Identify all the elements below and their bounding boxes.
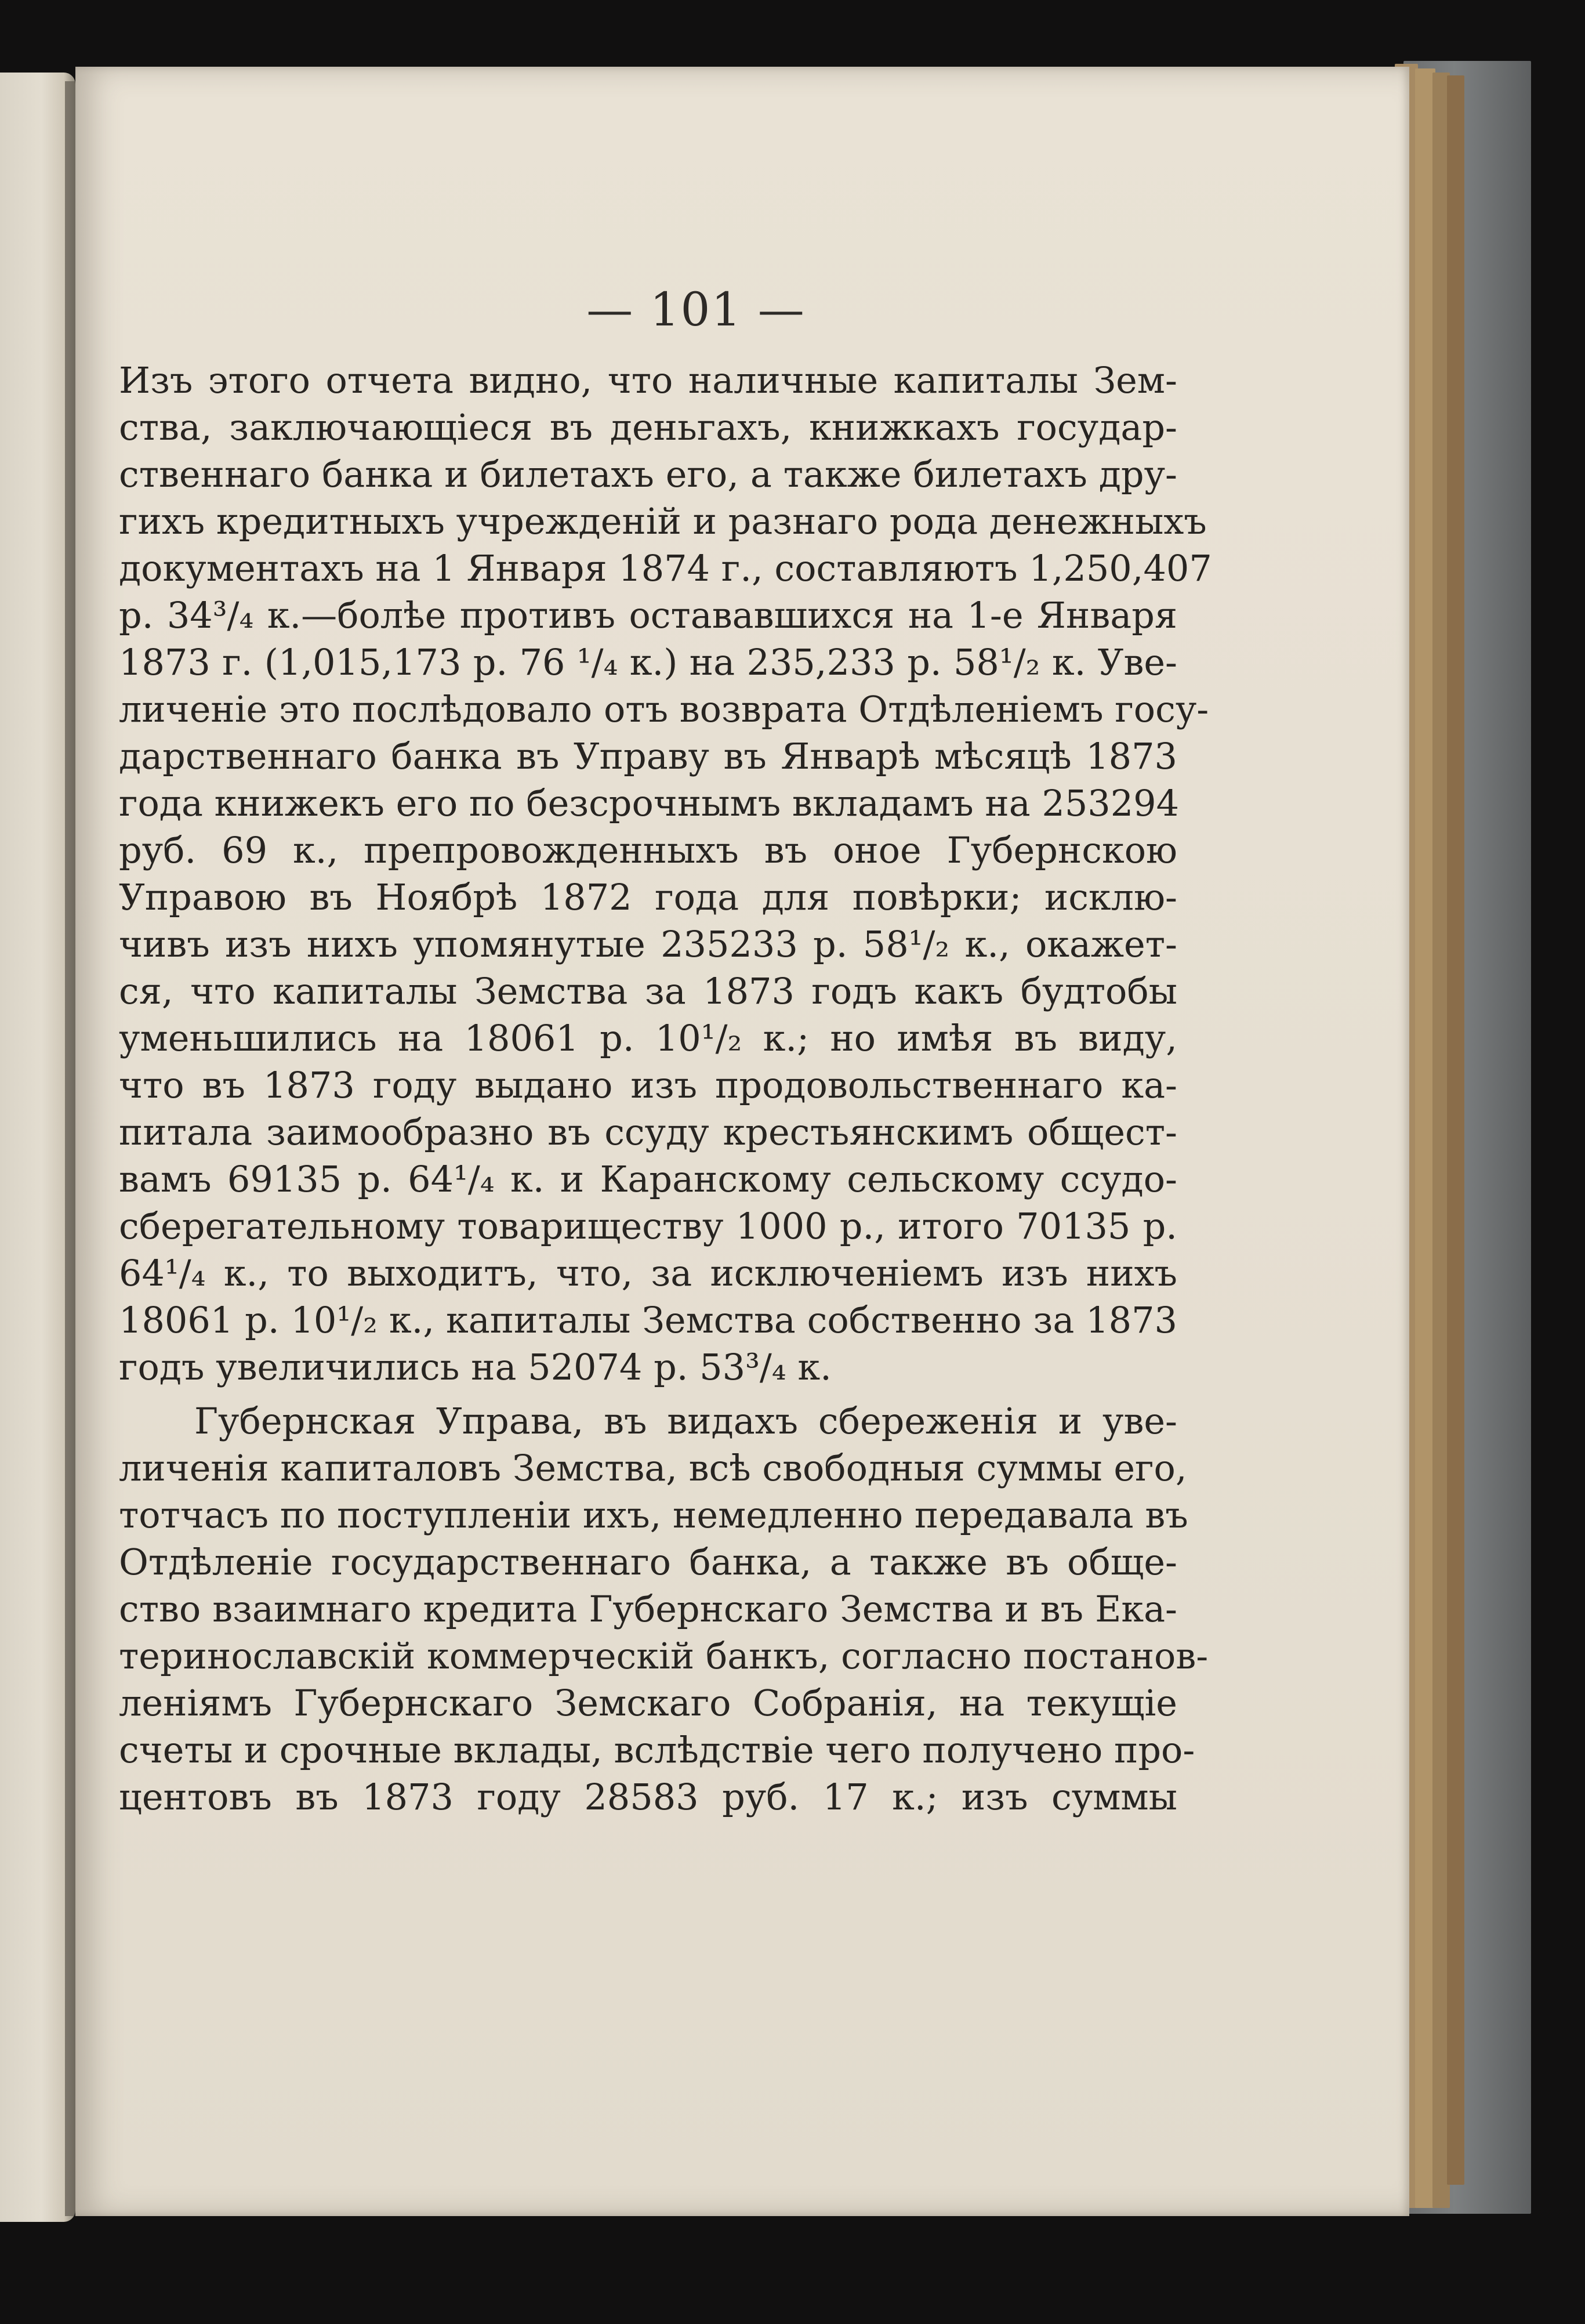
text-line: ство взаимнаго кредита Губернскаго Земства и въ Ека- xyxy=(119,1588,1177,1630)
page-stack-edge xyxy=(1447,75,1464,2185)
body-text xyxy=(119,357,1212,1820)
text-line: Отдѣленiе государственнаго банка, а также въ обще- xyxy=(119,1541,1177,1583)
text-line: руб. 69 к., препровожденныхъ въ оное Губернскою xyxy=(119,829,1177,871)
text-line: питала заимообразно въ ссуду крестьянскимъ общест- xyxy=(119,1111,1177,1153)
text-line: ся, что капиталы Земства за 1873 годъ какъ будтобы xyxy=(119,970,1177,1012)
text-line: гихъ кредитныхъ учрежденiй и разнаго рода денежныхъ xyxy=(119,500,1207,542)
text-line: центовъ въ 1873 году 28583 руб. 17 к.; изъ суммы xyxy=(119,1776,1177,1818)
text-line: сберегательному товариществу 1000 р., итого 70135 р. xyxy=(119,1205,1177,1247)
text-line: года книжекъ его по безсрочнымъ вкладамъ на 253294 xyxy=(119,782,1180,824)
text-line: теринославскiй коммерческiй банкъ, согласно постанов- xyxy=(119,1635,1209,1677)
text-line: годъ увеличились на 52074 р. 53³/₄ к. xyxy=(119,1346,832,1388)
text-line: ленiямъ Губернскаго Земскаго Собранiя, на текущiе xyxy=(119,1682,1177,1724)
text-line: чивъ изъ нихъ упомянутые 235233 р. 58¹/₂ к., окажет- xyxy=(119,923,1177,965)
page-number: — 101 — xyxy=(586,283,806,336)
text-line: р. 34³/₄ к.—болѣе противъ остававшихся на 1-е Января xyxy=(119,594,1177,636)
text-line: уменьшились на 18061 р. 10¹/₂ к.; но имѣя въ виду, xyxy=(119,1017,1177,1059)
text-line: Управою въ Ноябрѣ 1872 года для повѣрки; исклю- xyxy=(119,876,1177,918)
text-line: 1873 г. (1,015,173 р. 76 ¹/₄ к.) на 235,233 р. 58¹/₂ к. Уве- xyxy=(119,641,1177,683)
text-line: 18061 р. 10¹/₂ к., капиталы Земства собственно за 1873 xyxy=(119,1299,1177,1341)
text-line: ственнаго банка и билетахъ его, а также билетахъ дру- xyxy=(119,453,1177,495)
text-line: тотчасъ по поступленiи ихъ, немедленно передавала въ xyxy=(119,1494,1188,1536)
text-line: счеты и срочные вклады, вслѣдствiе чего получено про- xyxy=(119,1729,1195,1771)
text-line: Изъ этого отчета видно, что наличные капиталы Зем- xyxy=(119,359,1177,401)
text-line: документахъ на 1 Января 1874 г., составляютъ 1,250,407 xyxy=(119,547,1212,589)
text-line: личенiя капиталовъ Земства, всѣ свободныя суммы его, xyxy=(119,1447,1187,1489)
text-line: личенiе это послѣдовало отъ возврата Отдѣленiемъ госу- xyxy=(119,688,1209,730)
text-line: 64¹/₄ к., то выходитъ, что, за исключенiемъ изъ нихъ xyxy=(119,1252,1177,1294)
text-line: вамъ 69135 р. 64¹/₄ к. и Каранскому сельскому ссудо- xyxy=(119,1158,1177,1200)
text-line: что въ 1873 году выдано изъ продовольственнаго ка- xyxy=(119,1064,1177,1106)
text-line: ства, заключающiеся въ деньгахъ, книжкахъ государ- xyxy=(119,406,1177,448)
text-line: дарственнаго банка въ Управу въ Январѣ мѣсяцѣ 1873 xyxy=(119,735,1177,777)
text-line: Губернская Управа, въ видахъ сбереженiя и уве- xyxy=(194,1400,1177,1442)
previous-page-edge xyxy=(0,73,75,2222)
